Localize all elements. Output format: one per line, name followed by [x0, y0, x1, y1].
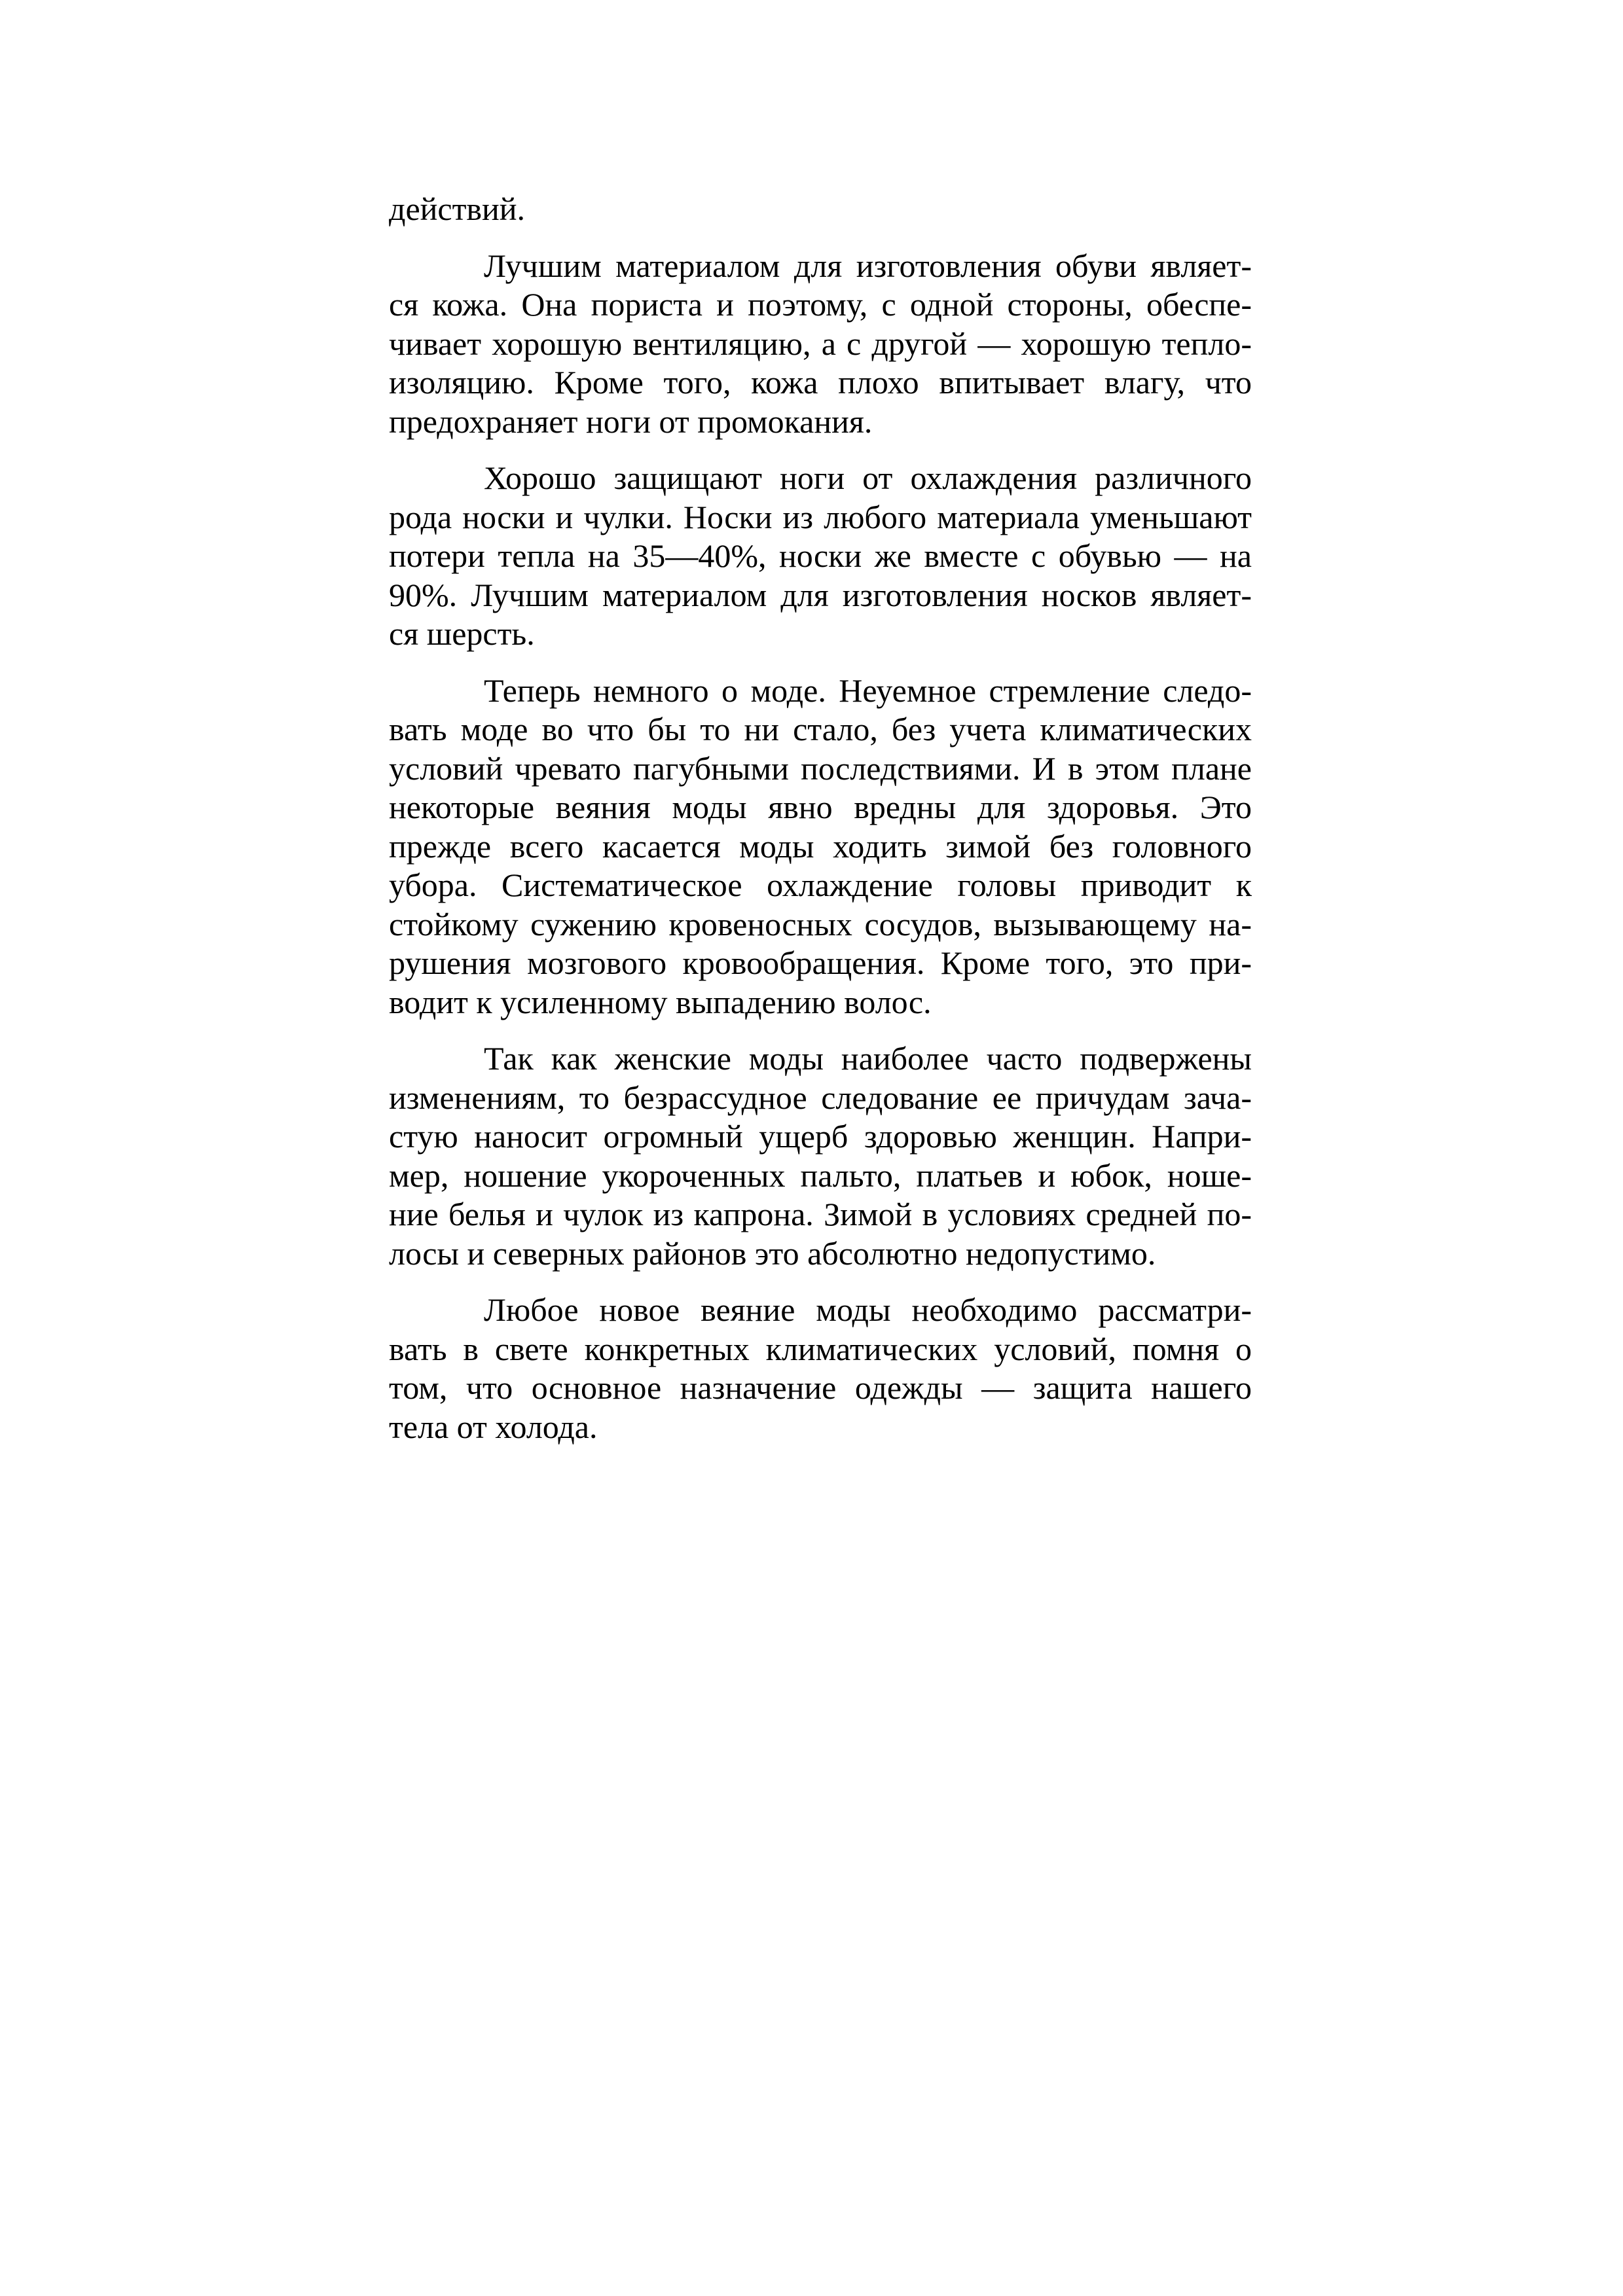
text-line: стую наносит огромный ущерб здоровью женщин. Напри-	[389, 1118, 1252, 1155]
text-line: ние белья и чулок из капрона. Зимой в условиях средней по-	[389, 1196, 1252, 1232]
body-text	[389, 190, 1252, 1446]
text-line: чивает хорошую вентиляцию, а с другой — хорошую тепло-	[389, 325, 1252, 362]
text-line: вать моде во что бы то ни стало, без учета климатических	[389, 711, 1252, 747]
text-line: изменениям, то безрассудное следование ее причудам зача-	[389, 1079, 1252, 1116]
text-line: изоляцию. Кроме того, кожа плохо впитывает влагу, что	[389, 364, 1252, 401]
text-line: ся кожа. Она пориста и поэтому, с одной стороны, обеспе-	[389, 286, 1252, 323]
text-line: убора. Систематическое охлаждение головы приводит к	[389, 867, 1252, 903]
paragraph	[389, 247, 1252, 442]
text-line: Лучшим материалом для изготовления обуви являет-	[484, 247, 1252, 284]
text-line: Теперь немного о моде. Неуемное стремление следо-	[484, 672, 1252, 709]
text-line: ся шерсть.	[389, 615, 535, 652]
text-line: водит к усиленному выпадению волос.	[389, 983, 932, 1020]
text-line: Так как женские моды наиболее часто подвержены	[484, 1040, 1252, 1077]
text-line: прежде всего касается моды ходить зимой без головного	[389, 827, 1252, 865]
text-line: мер, ношение укороченных пальто, платьев и юбок, ноше-	[389, 1157, 1252, 1194]
text-line: рушения мозгового кровообращения. Кроме того, это при-	[389, 944, 1252, 981]
text-line: Хорошо защищают ноги от охлаждения различного	[484, 459, 1252, 496]
paragraph	[389, 1039, 1252, 1273]
text-line: условий чревато пагубными последствиями. И в этом плане	[389, 749, 1252, 787]
text-line: предохраняет ноги от промокания.	[389, 403, 873, 440]
text-line: стойкому сужению кровеносных сосудов, вызывающему на-	[389, 905, 1252, 942]
paragraph	[389, 1291, 1252, 1446]
text-line: том, что основное назначение одежды — защита нашего	[389, 1369, 1252, 1406]
text-line: 90%. Лучшим материалом для изготовления носков являет-	[389, 576, 1252, 613]
text-line: некоторые веяния моды явно вредны для здоровья. Это	[389, 789, 1252, 825]
text-line: потери тепла на 35—40%, носки же вместе с обувью — на	[389, 537, 1252, 574]
text-line: Любое новое веяние моды необходимо рассматри-	[484, 1291, 1252, 1328]
paragraph	[389, 190, 1252, 229]
text-line: лосы и северных районов это абсолютно недопустимо.	[389, 1234, 1156, 1272]
paragraph	[389, 459, 1252, 654]
text-line: вать в свете конкретных климатических условий, помня о	[389, 1330, 1252, 1367]
paragraph	[389, 672, 1252, 1022]
text-line: действий.	[389, 190, 526, 227]
text-line: рода носки и чулки. Носки из любого материала уменьшают	[389, 498, 1252, 535]
text-line: тела от холода.	[389, 1408, 598, 1445]
